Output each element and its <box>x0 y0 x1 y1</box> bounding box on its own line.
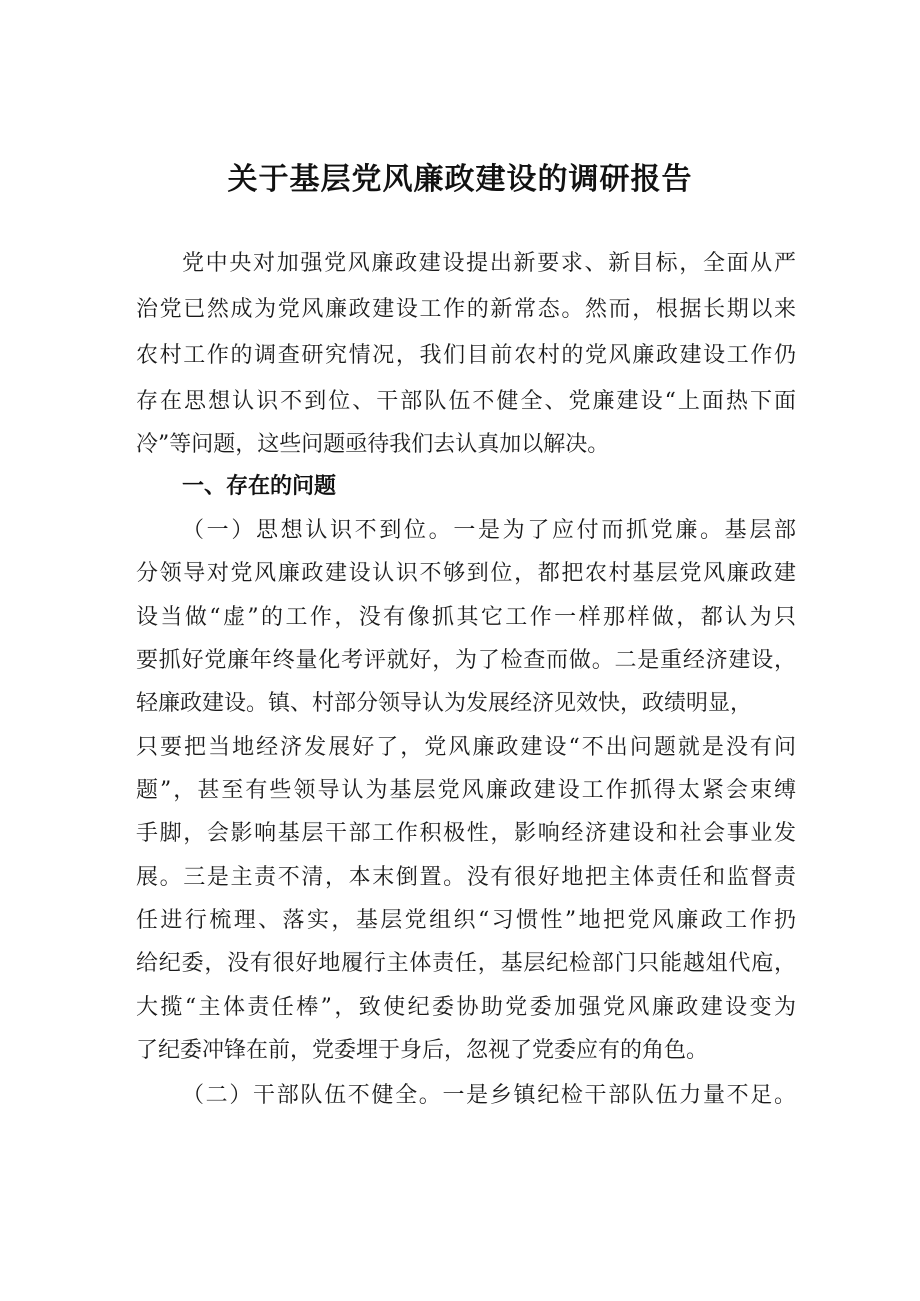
section2-line-1: （二）干部队伍不健全。一是乡镇纪检干部队伍力量不足。 <box>182 1083 796 1108</box>
section-heading: 一、存在的问题 <box>182 474 337 499</box>
section1-line-7: 题”，甚至有些领导认为基层党风廉政建设工作抓得太紧会束缚 <box>136 778 796 803</box>
section1-line-12: 大揽“主体责任棒”，致使纪委协助党委加强党风廉政建设变为 <box>136 995 796 1020</box>
section1-line-2: 分领导对党风廉政建设认识不够到位，都把农村基层党风廉政建 <box>136 561 796 586</box>
intro-line-3: 农村工作的调查研究情况，我们目前农村的党风廉政建设工作仍 <box>136 343 796 368</box>
intro-line-4: 存在思想认识不到位、干部队伍不健全、党廉建设“上面热下面 <box>136 389 796 414</box>
section1-line-8: 手脚，会影响基层干部工作积极性，影响经济建设和社会事业发 <box>136 821 796 846</box>
section1-line-9: 展。三是主责不清，本末倒置。没有很好地把主体责任和监督责 <box>136 865 796 890</box>
section1-line-1: （一）思想认识不到位。一是为了应付而抓党廉。基层部 <box>182 518 796 543</box>
section1-line-5: 轻廉政建设。镇、村部分领导认为发展经济见效快，政绩明显， <box>136 691 753 716</box>
section1-line-6: 只要把当地经济发展好了，党风廉政建设“不出问题就是没有问 <box>136 735 796 760</box>
section1-line-4: 要抓好党廉年终量化考评就好，为了检查而做。二是重经济建设， <box>136 648 796 673</box>
document-title: 关于基层党风廉政建设的调研报告 <box>227 162 693 197</box>
intro-line-5: 冷”等问题，这些问题亟待我们去认真加以解决。 <box>136 432 610 457</box>
intro-line-1: 党中央对加强党风廉政建设提出新要求、新目标，全面从严 <box>182 251 796 276</box>
intro-line-2: 治党已然成为党风廉政建设工作的新常态。然而，根据长期以来 <box>136 297 796 322</box>
section1-line-11: 给纪委，没有很好地履行主体责任，基层纪检部门只能越俎代庖， <box>136 951 796 976</box>
section1-line-10: 任进行梳理、落实，基层党组织“习惯性”地把党风廉政工作扔 <box>136 908 796 933</box>
section1-line-13: 了纪委冲锋在前，党委埋于身后，忽视了党委应有的角色。 <box>136 1038 709 1063</box>
section1-line-3: 设当做“虚”的工作，没有像抓其它工作一样那样做，都认为只 <box>136 605 796 630</box>
